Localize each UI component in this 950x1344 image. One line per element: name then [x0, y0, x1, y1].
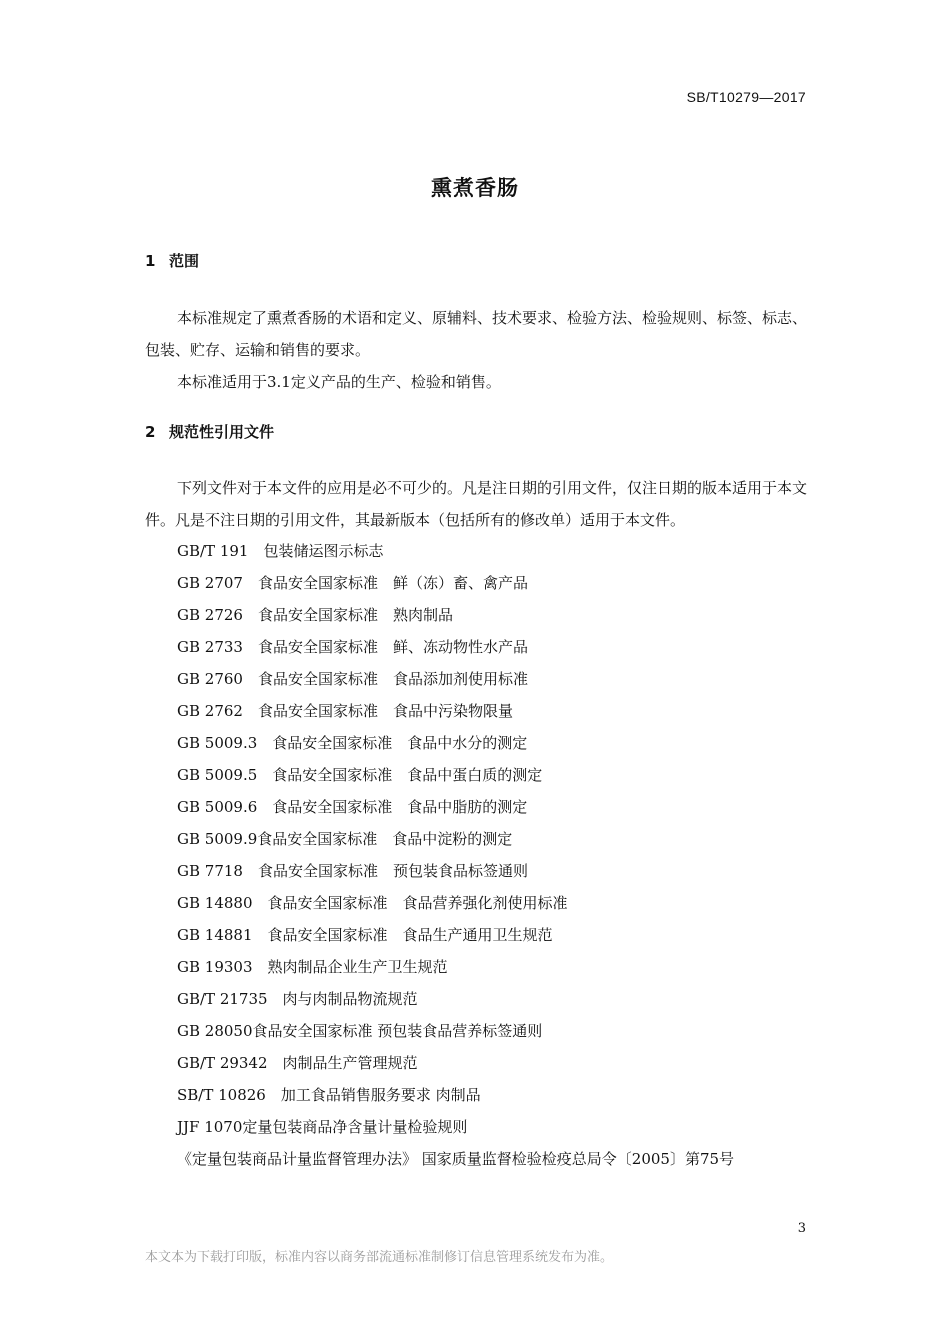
reference-item: GB 19303 熟肉制品企业生产卫生规范 — [177, 958, 448, 976]
footer-disclaimer: 本文本为下载打印版，标准内容以商务部流通标准制修订信息管理系统发布为准。 — [145, 1250, 614, 1265]
reference-item: GB 5009.9食品安全国家标准 食品中淀粉的测定 — [177, 830, 513, 848]
reference-list — [177, 535, 734, 1175]
reference-item: GB/T 21735 肉与肉制品物流规范 — [177, 990, 418, 1008]
section-title: 范围 — [169, 252, 200, 270]
references-intro-paragraph: 下列文件对于本文件的应用是必不可少的。凡是注日期的引用文件，仅注日期的版本适用于本文件。凡是不注日期的引用文件，其最新版本（包括所有的修改单）适用于本文件。 — [145, 479, 808, 529]
section-heading-normative-references — [145, 421, 274, 442]
reference-item: GB 7718 食品安全国家标准 预包装食品标签通则 — [177, 862, 528, 880]
reference-item: GB 14881 食品安全国家标准 食品生产通用卫生规范 — [177, 926, 553, 944]
page-number: 3 — [797, 1221, 806, 1236]
reference-item: JJF 1070定量包装商品净含量计量检验规则 — [177, 1118, 468, 1136]
document-title: 熏煮香肠 — [431, 176, 519, 200]
reference-item: GB 28050食品安全国家标准 预包装食品营养标签通则 — [177, 1022, 543, 1040]
reference-item: GB/T 191 包装储运图示标志 — [177, 542, 384, 560]
scope-paragraph: 本标准规定了熏煮香肠的术语和定义、原辅料、技术要求、检验方法、检验规则、标签、标志、包装、贮存、运输和销售的要求。 — [145, 309, 808, 359]
reference-item: 《定量包装商品计量监督管理办法》 国家质量监督检验检疫总局令〔2005〕第75号 — [177, 1150, 735, 1168]
reference-item: GB 5009.3 食品安全国家标准 食品中水分的测定 — [177, 734, 528, 752]
reference-item: GB 5009.6 食品安全国家标准 食品中脂肪的测定 — [177, 798, 528, 816]
section-number: 2 — [145, 423, 156, 441]
section-title: 规范性引用文件 — [169, 423, 275, 441]
reference-item: GB 5009.5 食品安全国家标准 食品中蛋白质的测定 — [177, 766, 543, 784]
standard-code: SB/T10279—2017 — [686, 89, 806, 105]
reference-item: GB/T 29342 肉制品生产管理规范 — [177, 1054, 418, 1072]
reference-item: GB 14880 食品安全国家标准 食品营养强化剂使用标准 — [177, 894, 568, 912]
section-heading-scope — [145, 250, 199, 271]
reference-item: GB 2762 食品安全国家标准 食品中污染物限量 — [177, 702, 513, 720]
reference-item: GB 2707 食品安全国家标准 鲜（冻）畜、禽产品 — [177, 574, 528, 592]
reference-item: GB 2733 食品安全国家标准 鲜、冻动物性水产品 — [177, 638, 528, 656]
reference-item: SB/T 10826 加工食品销售服务要求 肉制品 — [177, 1086, 481, 1104]
reference-item: GB 2726 食品安全国家标准 熟肉制品 — [177, 606, 453, 624]
reference-item: GB 2760 食品安全国家标准 食品添加剂使用标准 — [177, 670, 528, 688]
scope-applicability-paragraph: 本标准适用于3.1定义产品的生产、检验和销售。 — [177, 373, 501, 391]
section-number: 1 — [145, 252, 156, 270]
